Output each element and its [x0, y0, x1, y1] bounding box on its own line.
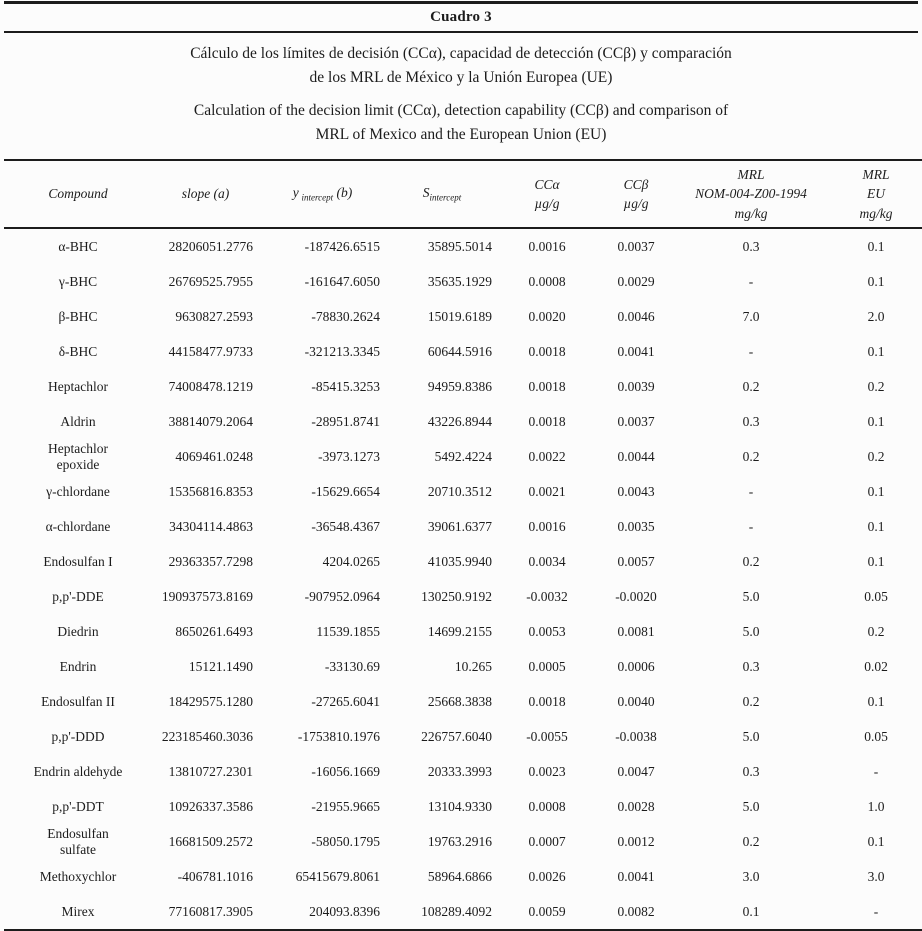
header-y-intercept: [259, 160, 386, 228]
slope-cell: 16681509.2572: [168, 834, 253, 849]
mrl-mx-cell: 0.1: [742, 904, 760, 919]
table-row: [4, 579, 922, 614]
y-intercept-cell: -321213.3345: [304, 344, 380, 359]
s-intercept-cell: 5492.4224: [434, 449, 492, 464]
table-body: [4, 228, 922, 930]
compound-cell: Diedrin: [57, 624, 99, 639]
cca-cell: 0.0016: [528, 239, 566, 254]
slope-cell: -406781.1016: [177, 869, 253, 884]
cca-cell: 0.0022: [528, 449, 566, 464]
y-intercept-cell: -28951.8741: [311, 414, 380, 429]
ccb-cell: 0.0012: [617, 834, 655, 849]
cca-cell: 0.0018: [528, 414, 566, 429]
compound-cell: α-BHC: [58, 239, 98, 254]
cca-cell: -0.0055: [526, 729, 568, 744]
table-row: [4, 544, 922, 579]
header-mrl-eu-line1: MRL: [862, 166, 890, 182]
ccb-cell: 0.0006: [617, 659, 655, 674]
mrl-eu-cell: 0.1: [867, 239, 885, 254]
compound-cell: Endrin aldehyde: [33, 764, 123, 779]
compound-cell: Aldrin: [60, 414, 96, 429]
mrl-mx-cell: 5.0: [742, 799, 760, 814]
header-cca-unit: µg/g: [534, 196, 560, 212]
cca-cell: 0.0016: [528, 519, 566, 534]
mrl-eu-cell: 0.2: [867, 624, 885, 639]
compound-cell: δ-BHC: [58, 344, 98, 359]
table-row: [4, 649, 922, 684]
ccb-cell: 0.0041: [617, 344, 655, 359]
ccb-cell: 0.0043: [617, 484, 655, 499]
table-row: [4, 894, 922, 930]
mrl-mx-cell: 0.3: [742, 414, 760, 429]
table-row: [4, 509, 922, 544]
ccb-cell: 0.0039: [617, 379, 655, 394]
mrl-eu-cell: 0.2: [867, 449, 885, 464]
header-compound: Compound: [4, 160, 152, 228]
y-intercept-cell: -78830.2624: [311, 309, 380, 324]
y-intercept-cell: -1753810.1976: [297, 729, 380, 744]
slope-cell: 10926337.3586: [168, 799, 253, 814]
compound-cell: Endosulfan sulfate: [47, 826, 109, 857]
slope-cell: 4069461.0248: [175, 449, 253, 464]
title-spanish-line2: de los MRL de México y la Unión Europea (UE): [309, 69, 613, 87]
table-row: [4, 789, 922, 824]
header-y-suffix: (b): [336, 185, 353, 201]
s-intercept-cell: 41035.9940: [427, 554, 492, 569]
header-ccb-symbol: CCβ: [623, 176, 649, 192]
mrl-eu-cell: 0.1: [867, 274, 885, 289]
mrl-mx-cell: -: [748, 519, 754, 534]
cca-cell: 0.0020: [528, 309, 566, 324]
mrl-eu-cell: 3.0: [867, 869, 885, 884]
header-mrl-mx-unit: mg/kg: [734, 205, 768, 221]
mrl-mx-cell: 0.2: [742, 379, 760, 394]
y-intercept-cell: -21955.9665: [311, 799, 380, 814]
slope-cell: 15356816.8353: [168, 484, 253, 499]
mrl-eu-cell: 0.1: [867, 694, 885, 709]
cca-cell: 0.0023: [528, 764, 566, 779]
mrl-mx-cell: 0.2: [742, 449, 760, 464]
mrl-eu-cell: 0.2: [867, 379, 885, 394]
slope-cell: 38814079.2064: [168, 414, 253, 429]
table-row: [4, 439, 922, 474]
top-rule: [4, 1, 918, 4]
cca-cell: 0.0021: [528, 484, 566, 499]
cca-cell: 0.0034: [528, 554, 566, 569]
compound-cell: p,p'-DDE: [52, 589, 104, 604]
y-intercept-cell: -15629.6654: [311, 484, 380, 499]
s-intercept-cell: 14699.2155: [427, 624, 492, 639]
header-s-intercept: [386, 160, 498, 228]
slope-cell: 29363357.7298: [168, 554, 253, 569]
compound-cell: Endrin: [59, 659, 97, 674]
table-row: [4, 824, 922, 859]
title-english: [0, 99, 922, 147]
s-intercept-cell: 20710.3512: [427, 484, 492, 499]
mrl-mx-cell: 5.0: [742, 589, 760, 604]
cca-cell: -0.0032: [526, 589, 568, 604]
mrl-eu-cell: 0.1: [867, 519, 885, 534]
ccb-cell: 0.0035: [617, 519, 655, 534]
ccb-cell: 0.0047: [617, 764, 655, 779]
y-intercept-cell: -33130.69: [324, 659, 380, 674]
y-intercept-cell: -27265.6041: [311, 694, 380, 709]
cca-cell: 0.0053: [528, 624, 566, 639]
ccb-cell: -0.0038: [615, 729, 657, 744]
mrl-mx-cell: 0.2: [742, 834, 760, 849]
s-intercept-cell: 39061.6377: [427, 519, 492, 534]
cca-cell: 0.0059: [528, 904, 566, 919]
slope-cell: 9630827.2593: [175, 309, 253, 324]
compound-cell: Endosulfan I: [43, 554, 113, 569]
slope-cell: 13810727.2301: [168, 764, 253, 779]
header-mrl-mexico: [676, 160, 826, 228]
mrl-eu-cell: 0.02: [864, 659, 888, 674]
table-row: [4, 754, 922, 789]
compound-cell: α-chlordane: [45, 519, 111, 534]
y-intercept-cell: -36548.4367: [311, 519, 380, 534]
s-intercept-cell: 20333.3993: [427, 764, 492, 779]
mrl-mx-cell: 0.3: [742, 659, 760, 674]
mrl-mx-cell: 7.0: [742, 309, 760, 324]
compound-cell: Heptachlor: [48, 379, 108, 394]
mrl-mx-cell: 0.3: [742, 239, 760, 254]
header-ccb-unit: µg/g: [623, 196, 649, 212]
header-y-sub: intercept: [301, 192, 334, 203]
s-intercept-cell: 60644.5916: [427, 344, 492, 359]
mrl-eu-cell: 1.0: [867, 799, 885, 814]
table-row: [4, 684, 922, 719]
slope-cell: 223185460.3036: [161, 729, 253, 744]
table-row: [4, 334, 922, 369]
mrl-mx-cell: 3.0: [742, 869, 760, 884]
compound-cell: γ-chlordane: [46, 484, 110, 499]
y-intercept-cell: -3973.1273: [318, 449, 380, 464]
header-cca: [498, 160, 596, 228]
ccb-cell: 0.0081: [617, 624, 655, 639]
title-english-line1: Calculation of the decision limit (CCα), detection capability (CCβ) and comparison of: [193, 102, 729, 120]
header-slope: slope (a): [152, 160, 259, 228]
header-y-base: y: [292, 185, 299, 201]
s-intercept-cell: 108289.4092: [421, 904, 492, 919]
table-row: [4, 404, 922, 439]
slope-cell: 190937573.8169: [161, 589, 253, 604]
ccb-cell: 0.0040: [617, 694, 655, 709]
compound-cell: Heptachlor epoxide: [48, 441, 108, 472]
table-row: [4, 299, 922, 334]
header-s-base: S: [422, 185, 430, 201]
s-intercept-cell: 130250.9192: [421, 589, 492, 604]
table-row: [4, 474, 922, 509]
y-intercept-cell: 204093.8396: [309, 904, 380, 919]
mrl-eu-cell: 0.05: [864, 729, 888, 744]
compound-cell: p,p'-DDD: [51, 729, 105, 744]
cca-cell: 0.0026: [528, 869, 566, 884]
y-intercept-cell: -907952.0964: [304, 589, 380, 604]
cca-cell: 0.0018: [528, 379, 566, 394]
ccb-cell: -0.0020: [615, 589, 657, 604]
results-table: [4, 159, 922, 931]
cca-cell: 0.0018: [528, 694, 566, 709]
mrl-mx-cell: 0.3: [742, 764, 760, 779]
header-mrl-mx-line1: MRL: [737, 166, 765, 182]
table-caption-label: Cuadro 3: [430, 9, 492, 25]
mrl-mx-cell: 0.2: [742, 694, 760, 709]
slope-cell: 28206051.2776: [168, 239, 253, 254]
cca-cell: 0.0007: [528, 834, 566, 849]
header-mrl-eu-unit: mg/kg: [859, 205, 893, 221]
header-mrl-mx-line2: NOM-004-Z00-1994: [695, 186, 807, 202]
mrl-eu-cell: -: [873, 764, 879, 779]
slope-cell: 77160817.3905: [168, 904, 253, 919]
y-intercept-cell: -16056.1669: [311, 764, 380, 779]
table-row: [4, 614, 922, 649]
slope-cell: 8650261.6493: [175, 624, 253, 639]
ccb-cell: 0.0028: [617, 799, 655, 814]
mrl-eu-cell: 0.1: [867, 414, 885, 429]
table-row: [4, 264, 922, 299]
caption-divider-rule: [4, 31, 918, 33]
slope-cell: 74008478.1219: [168, 379, 253, 394]
ccb-cell: 0.0046: [617, 309, 655, 324]
header-mrl-eu-line2: EU: [867, 186, 885, 202]
s-intercept-cell: 15019.6189: [427, 309, 492, 324]
y-intercept-cell: -85415.3253: [311, 379, 380, 394]
mrl-eu-cell: 2.0: [867, 309, 885, 324]
header-row: [4, 160, 922, 228]
title-spanish: [0, 42, 922, 90]
table-row: [4, 719, 922, 754]
s-intercept-cell: 35895.5014: [427, 239, 492, 254]
cca-cell: 0.0008: [528, 274, 566, 289]
cca-cell: 0.0018: [528, 344, 566, 359]
mrl-eu-cell: 0.1: [867, 484, 885, 499]
slope-cell: 26769525.7955: [168, 274, 253, 289]
mrl-mx-cell: -: [748, 344, 754, 359]
table-row: [4, 369, 922, 404]
mrl-mx-cell: 0.2: [742, 554, 760, 569]
mrl-eu-cell: 0.1: [867, 834, 885, 849]
y-intercept-cell: -58050.1795: [311, 834, 380, 849]
s-intercept-cell: 35635.1929: [427, 274, 492, 289]
compound-cell: Methoxychlor: [39, 869, 117, 884]
y-intercept-cell: 65415679.8061: [295, 869, 380, 884]
s-intercept-cell: 13104.9330: [427, 799, 492, 814]
header-s-sub: intercept: [429, 192, 462, 203]
ccb-cell: 0.0057: [617, 554, 655, 569]
compound-cell: Endosulfan II: [41, 694, 115, 709]
mrl-mx-cell: 5.0: [742, 624, 760, 639]
ccb-cell: 0.0082: [617, 904, 655, 919]
ccb-cell: 0.0037: [617, 414, 655, 429]
mrl-eu-cell: 0.05: [864, 589, 888, 604]
s-intercept-cell: 58964.6866: [427, 869, 492, 884]
ccb-cell: 0.0044: [617, 449, 655, 464]
slope-cell: 15121.1490: [188, 659, 253, 674]
slope-cell: 44158477.9733: [168, 344, 253, 359]
header-ccb: [596, 160, 676, 228]
title-english-line2: MRL of Mexico and the European Union (EU): [315, 126, 607, 144]
cca-cell: 0.0008: [528, 799, 566, 814]
s-intercept-cell: 226757.6040: [421, 729, 492, 744]
y-intercept-cell: 4204.0265: [322, 554, 380, 569]
s-intercept-cell: 43226.8944: [427, 414, 492, 429]
paper-table-page: [0, 1, 922, 919]
compound-cell: Mirex: [61, 904, 95, 919]
cca-cell: 0.0005: [528, 659, 566, 674]
header-mrl-eu: [826, 160, 922, 228]
compound-cell: p,p'-DDT: [52, 799, 104, 814]
y-intercept-cell: -161647.6050: [304, 274, 380, 289]
table-row: [4, 859, 922, 894]
s-intercept-cell: 25668.3838: [427, 694, 492, 709]
mrl-eu-cell: -: [873, 904, 879, 919]
slope-cell: 34304114.4863: [169, 519, 253, 534]
mrl-mx-cell: -: [748, 484, 754, 499]
table-row: [4, 228, 922, 264]
ccb-cell: 0.0029: [617, 274, 655, 289]
y-intercept-cell: 11539.1855: [316, 624, 380, 639]
ccb-cell: 0.0037: [617, 239, 655, 254]
title-spanish-line1: Cálculo de los límites de decisión (CCα), capacidad de detección (CCβ) y comparación: [190, 45, 732, 62]
ccb-cell: 0.0041: [617, 869, 655, 884]
s-intercept-cell: 94959.8386: [427, 379, 492, 394]
y-intercept-cell: -187426.6515: [304, 239, 380, 254]
compound-cell: γ-BHC: [58, 274, 98, 289]
slope-cell: 18429575.1280: [168, 694, 253, 709]
header-cca-symbol: CCα: [534, 176, 560, 192]
mrl-eu-cell: 0.1: [867, 554, 885, 569]
mrl-eu-cell: 0.1: [867, 344, 885, 359]
s-intercept-cell: 10.265: [454, 659, 492, 674]
mrl-mx-cell: -: [748, 274, 754, 289]
mrl-mx-cell: 5.0: [742, 729, 760, 744]
s-intercept-cell: 19763.2916: [427, 834, 492, 849]
compound-cell: β-BHC: [58, 309, 98, 324]
